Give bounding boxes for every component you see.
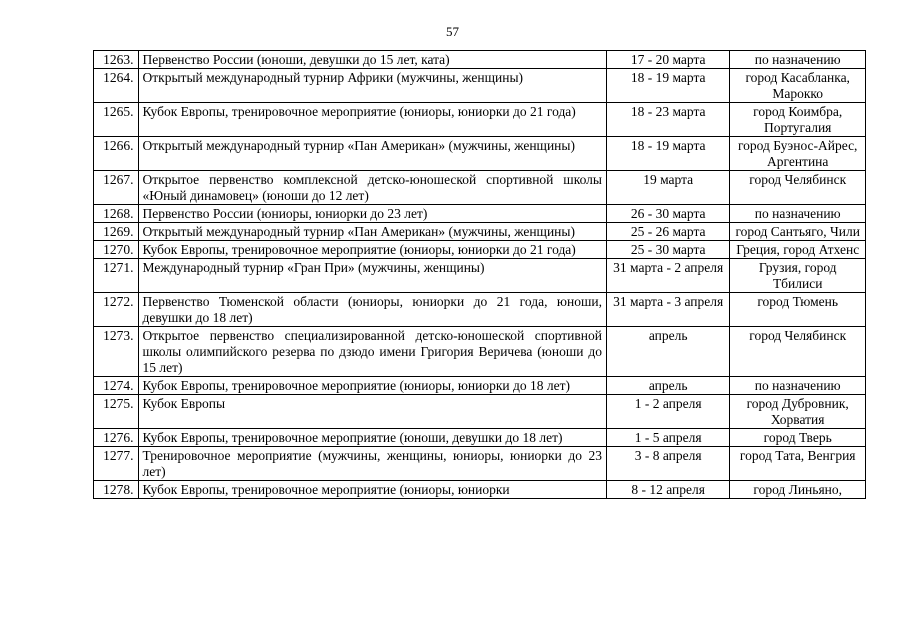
event-place: Греция, город Атхенс: [730, 241, 866, 259]
event-date: 17 - 20 марта: [606, 51, 729, 69]
table-row: [94, 395, 866, 429]
event-date: апрель: [606, 327, 729, 377]
table-row: [94, 259, 866, 293]
event-date: 18 - 23 марта: [606, 103, 729, 137]
event-date: 18 - 19 марта: [606, 69, 729, 103]
row-number: 1275.: [94, 395, 139, 429]
event-place: Грузия, город Тбилиси: [730, 259, 866, 293]
row-number: 1278.: [94, 481, 139, 499]
row-number: 1271.: [94, 259, 139, 293]
event-date: 26 - 30 марта: [606, 205, 729, 223]
row-number: 1267.: [94, 171, 139, 205]
event-name: Кубок Европы, тренировочное мероприятие (юниоры, юниорки: [138, 481, 606, 499]
page-number: 57: [446, 24, 459, 39]
event-name: Кубок Европы: [138, 395, 606, 429]
events-table: [93, 50, 866, 499]
event-name: Международный турнир «Гран При» (мужчины, женщины): [138, 259, 606, 293]
table-row: [94, 481, 866, 499]
event-place: по назначению: [730, 51, 866, 69]
event-place: город Тверь: [730, 429, 866, 447]
row-number: 1274.: [94, 377, 139, 395]
event-name: Первенство России (юноши, девушки до 15 лет, ката): [138, 51, 606, 69]
event-date: 8 - 12 апреля: [606, 481, 729, 499]
event-date: 18 - 19 марта: [606, 137, 729, 171]
event-place: город Касабланка, Марокко: [730, 69, 866, 103]
event-date: 31 марта - 3 апреля: [606, 293, 729, 327]
table-row: [94, 103, 866, 137]
event-date: 31 марта - 2 апреля: [606, 259, 729, 293]
row-number: 1265.: [94, 103, 139, 137]
event-place: город Дубровник, Хорватия: [730, 395, 866, 429]
event-date: 3 - 8 апреля: [606, 447, 729, 481]
table-row: [94, 293, 866, 327]
event-name: Кубок Европы, тренировочное мероприятие (юноши, девушки до 18 лет): [138, 429, 606, 447]
event-place: город Сантьяго, Чили: [730, 223, 866, 241]
event-place: город Буэнос-Айрес, Аргентина: [730, 137, 866, 171]
event-date: 19 марта: [606, 171, 729, 205]
row-number: 1273.: [94, 327, 139, 377]
row-number: 1272.: [94, 293, 139, 327]
table-row: [94, 241, 866, 259]
event-name: Открытый международный турнир «Пан Американ» (мужчины, женщины): [138, 137, 606, 171]
table-row: [94, 205, 866, 223]
event-name: Открытый международный турнир «Пан Американ» (мужчины, женщины): [138, 223, 606, 241]
table-row: [94, 223, 866, 241]
table-row: [94, 429, 866, 447]
table-row: [94, 447, 866, 481]
table-row: [94, 377, 866, 395]
row-number: 1270.: [94, 241, 139, 259]
event-place: город Челябинск: [730, 327, 866, 377]
event-name: Кубок Европы, тренировочное мероприятие (юниоры, юниорки до 21 года): [138, 241, 606, 259]
event-name: Первенство Тюменской области (юниоры, юниорки до 21 года, юноши, девушки до 18 лет): [138, 293, 606, 327]
row-number: 1264.: [94, 69, 139, 103]
event-place: город Челябинск: [730, 171, 866, 205]
table-row: [94, 327, 866, 377]
row-number: 1269.: [94, 223, 139, 241]
row-number: 1276.: [94, 429, 139, 447]
row-number: 1263.: [94, 51, 139, 69]
row-number: 1277.: [94, 447, 139, 481]
row-number: 1266.: [94, 137, 139, 171]
event-place: по назначению: [730, 205, 866, 223]
event-name: Открытое первенство комплексной детско-юношеской спортивной школы «Юный динамовец» (юноши до 12 лет): [138, 171, 606, 205]
event-date: 25 - 30 марта: [606, 241, 729, 259]
event-name: Открытое первенство специализированной детско-юношеской спортивной школы олимпийского резерва по дзюдо имени Григория Веричева (юноши до 15 лет): [138, 327, 606, 377]
event-name: Первенство России (юниоры, юниорки до 23 лет): [138, 205, 606, 223]
table-row: [94, 51, 866, 69]
event-name: Кубок Европы, тренировочное мероприятие (юниоры, юниорки до 18 лет): [138, 377, 606, 395]
event-name: Тренировочное мероприятие (мужчины, женщины, юниоры, юниорки до 23 лет): [138, 447, 606, 481]
event-place: город Тата, Венгрия: [730, 447, 866, 481]
event-date: 1 - 5 апреля: [606, 429, 729, 447]
event-place: по назначению: [730, 377, 866, 395]
event-date: 1 - 2 апреля: [606, 395, 729, 429]
event-name: Открытый международный турнир Африки (мужчины, женщины): [138, 69, 606, 103]
event-place: город Тюмень: [730, 293, 866, 327]
table-row: [94, 137, 866, 171]
table-row: [94, 171, 866, 205]
event-date: 25 - 26 марта: [606, 223, 729, 241]
event-place: город Линьяно,: [730, 481, 866, 499]
table-row: [94, 69, 866, 103]
event-name: Кубок Европы, тренировочное мероприятие (юниоры, юниорки до 21 года): [138, 103, 606, 137]
event-date: апрель: [606, 377, 729, 395]
event-place: город Коимбра, Португалия: [730, 103, 866, 137]
row-number: 1268.: [94, 205, 139, 223]
